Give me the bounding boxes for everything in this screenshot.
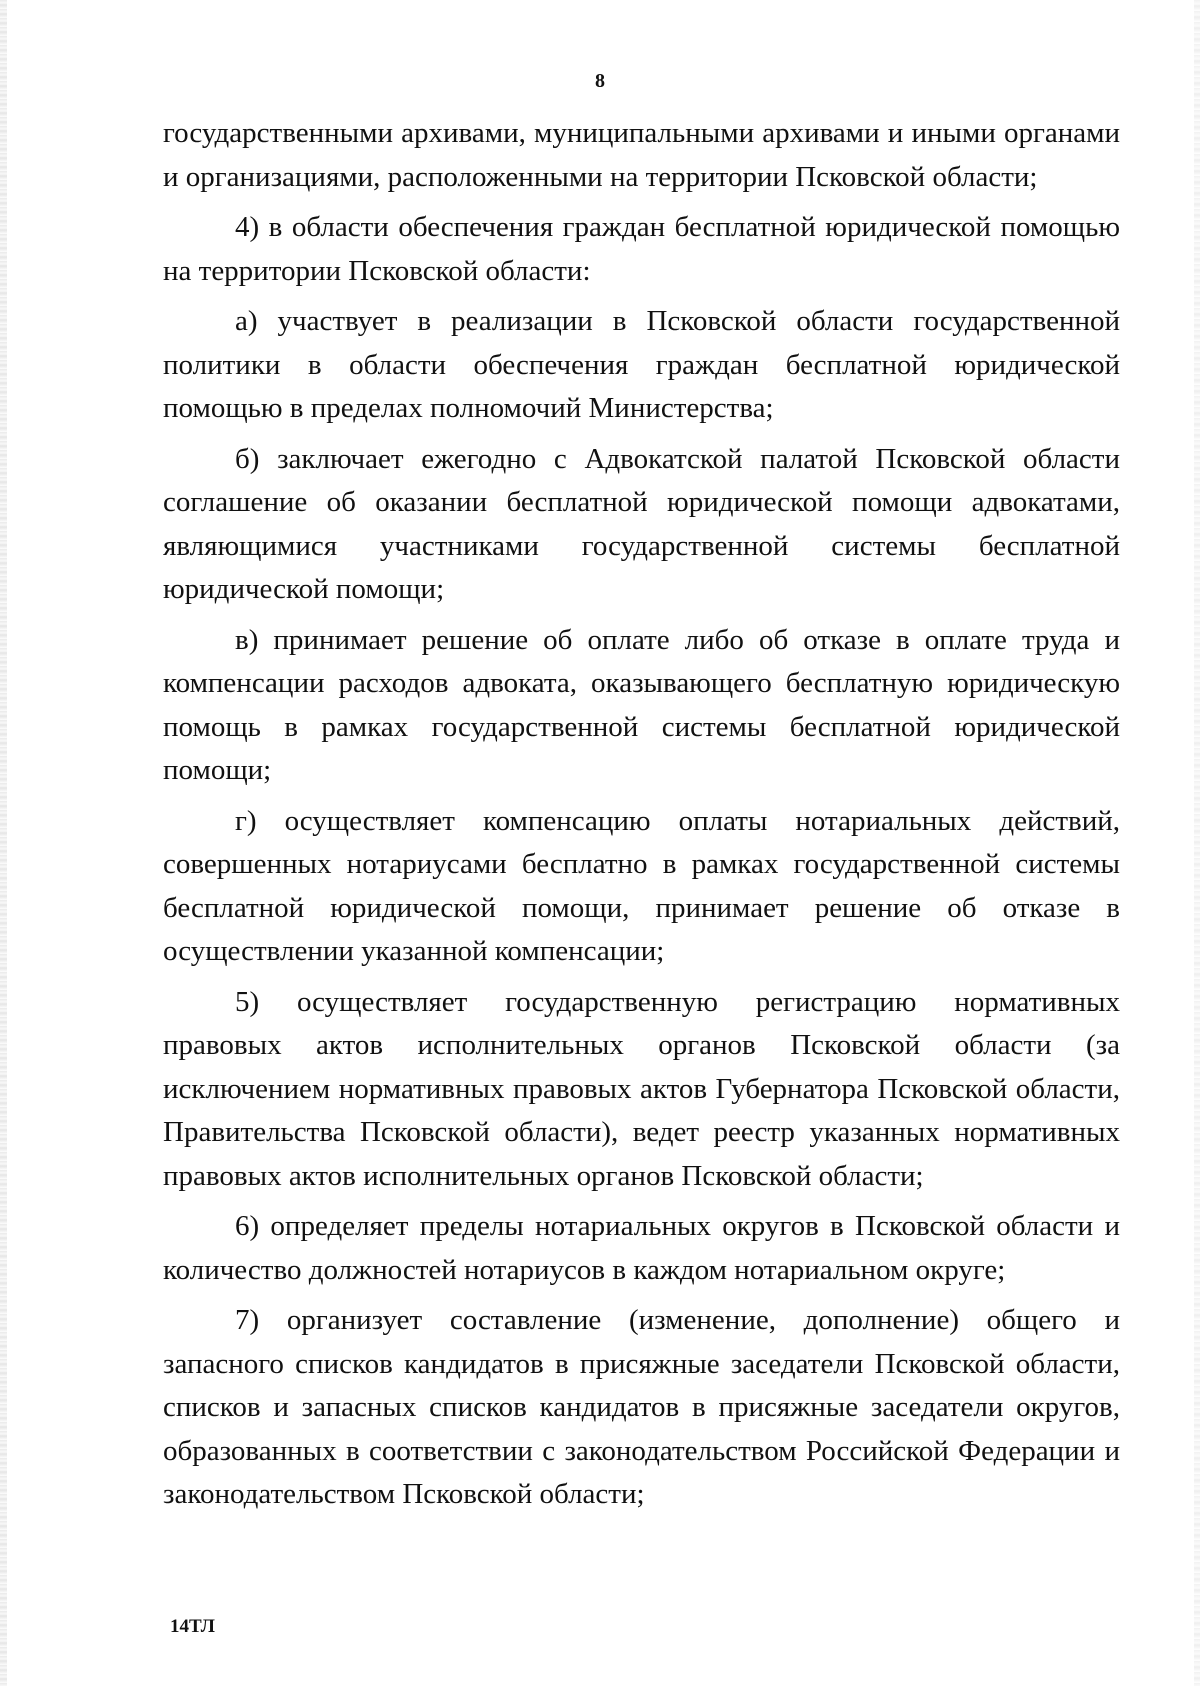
- paragraph-item-4v: в) принимает решение об оплате либо об отказе в оплате труда и компенсации расходов адвоката, оказывающего бесплатную юридическую помощь в рамках государственной системы бесплатной юридической помощи;: [163, 623, 1120, 786]
- paragraph-item-4: 4) в области обеспечения граждан бесплатной юридической помощью на территории Псковской области:: [163, 211, 1120, 287]
- footer-code: 14ТЛ: [170, 1616, 215, 1637]
- paragraph-item-4g: г) осуществляет компенсацию оплаты нотариальных действий, совершенных нотариусами бесплатно в рамках государственной системы бесплатной юридической помощи, принимает решение об отказе в осуществлении указанной компенсации;: [163, 804, 1120, 967]
- paragraph-item-5: 5) осуществляет государственную регистрацию нормативных правовых актов исполнительных органов Псковской области (за исключением нормативных правовых актов Губернатора Псковской области, Правительства Псковской области), ведет реестр указанных нормативных правовых актов исполнительных органов Псковской области;: [163, 985, 1120, 1192]
- paragraph-continuation: государственными архивами, муниципальными архивами и иными органами и организациями, расположенными на территории Псковской области;: [163, 117, 1120, 193]
- paragraph-item-4a: а) участвует в реализации в Псковской области государственной политики в области обеспечения граждан бесплатной юридической помощью в пределах полномочий Министерства;: [163, 305, 1120, 424]
- paragraph-item-4b: б) заключает ежегодно с Адвокатской палатой Псковской области соглашение об оказании бесплатной юридической помощи адвокатами, являющимися участниками государственной системы бесплатной юридической помощи;: [163, 442, 1120, 605]
- scan-edge-left: [0, 0, 7, 1686]
- page-number: 8: [595, 70, 605, 92]
- document-body: [163, 112, 1120, 1524]
- scan-edge-right: [1194, 0, 1200, 1686]
- paragraph-item-6: 6) определяет пределы нотариальных округов в Псковской области и количество должностей нотариусов в каждом нотариальном округе;: [163, 1210, 1120, 1286]
- paragraph-item-7: 7) организует составление (изменение, дополнение) общего и запасного списков кандидатов в присяжные заседатели Псковской области, списков и запасных списков кандидатов в присяжные заседатели округов, образованных в соответствии с законодательством Российской Федерации и законодательством Псковской области;: [163, 1304, 1120, 1510]
